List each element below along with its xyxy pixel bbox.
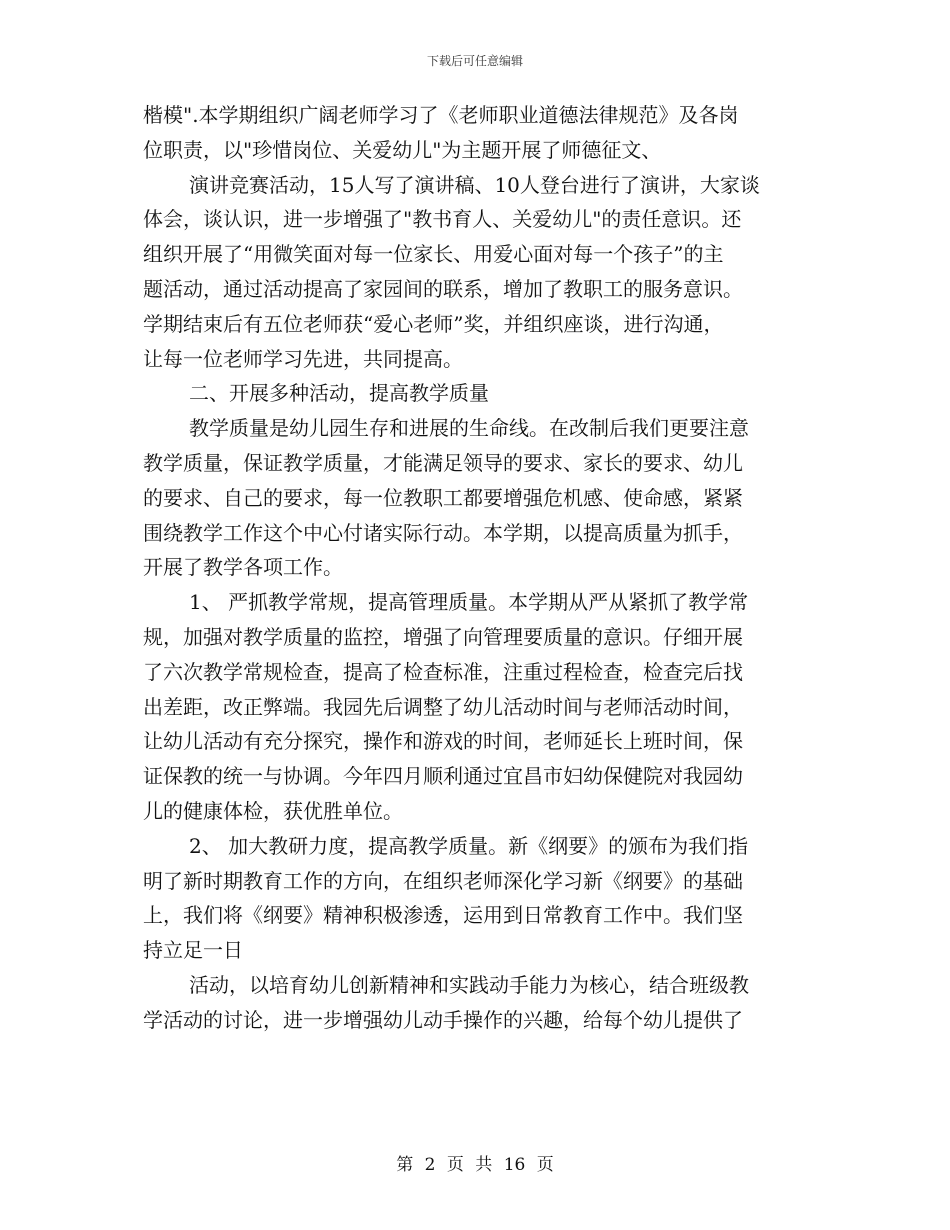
text-line: 规，加强对教学质量的监控，增强了向管理要质量的意识。仔细开展: [143, 624, 743, 649]
text-line: 出差距，改正弊端。我园先后调整了幼儿活动时间与老师活动时间，: [143, 694, 743, 719]
text-line: 围绕教学工作这个中心付诸实际行动。本学期，以提高质量为抓手，: [143, 520, 743, 545]
text-line: 活动，以培育幼儿创新精神和实践动手能力为核心，结合班级教: [189, 972, 749, 997]
text-line: 教学质量，保证教学质量，才能满足领导的要求、家长的要求、幼儿: [143, 450, 743, 475]
text-line: 1、 严抓教学常规，提高管理质量。本学期从严从紧抓了教学常: [189, 590, 749, 615]
page-header: 下载后可任意编辑: [426, 54, 523, 68]
text-line: 学活动的讨论，进一步增强幼儿动手操作的兴趣，给每个幼儿提供了: [143, 1007, 743, 1032]
text-line: 开展了教学各项工作。: [143, 555, 343, 580]
document-body: [143, 98, 807, 1038]
text-line: 教学质量是幼儿园生存和进展的生命线。在改制后我们更要注意: [189, 416, 749, 441]
text-line: 让每一位老师学习先进，共同提高。: [143, 346, 463, 371]
page-footer: 第 2 页 共 16 页: [396, 1155, 554, 1175]
text-line: 体会，谈认识，进一步增强了"教书育人、关爱幼儿"的责任意识。还: [143, 207, 742, 232]
text-line: 楷模".本学期组织广阔老师学习了《老师职业道德法律规范》及各岗: [143, 103, 739, 127]
text-line: 上，我们将《纲要》精神积极渗透，运用到日常教育工作中。我们坚: [143, 903, 743, 928]
section-heading: 二、开展多种活动，提高教学质量: [189, 381, 489, 406]
text-line: 学期结束后有五位老师获“爱心老师”奖，并组织座谈，进行沟通，: [143, 311, 724, 336]
text-line: 的要求、自己的要求，每一位教职工都要增强危机感、使命感，紧紧: [143, 485, 743, 510]
text-line: 持立足一日: [143, 938, 243, 963]
text-line: 明了新时期教育工作的方向，在组织老师深化学习新《纲要》的基础: [143, 868, 743, 893]
text-line: 演讲竞赛活动，15人写了演讲稿、10人登台进行了演讲，大家谈: [189, 172, 760, 197]
text-line: 让幼儿活动有充分探究，操作和游戏的时间，老师延长上班时间，保: [143, 729, 743, 754]
text-line: 证保教的统一与协调。今年四月顺利通过宜昌市妇幼保健院对我园幼: [143, 764, 743, 789]
text-line: 组织开展了“用微笑面对每一位家长、用爱心面对每一个孩子”的主: [143, 242, 724, 267]
text-line: 了六次教学常规检查，提高了检查标准，注重过程检查，检查完后找: [143, 659, 743, 684]
text-line: 儿的健康体检，获优胜单位。: [143, 798, 403, 823]
text-line: 位职责，以"珍惜岗位、关爱幼儿"为主题开展了师德征文、: [143, 137, 662, 162]
text-line: 2、 加大教研力度，提高教学质量。新《纲要》的颁布为我们指: [189, 833, 749, 858]
text-line: 题活动，通过活动提高了家园间的联系，增加了教职工的服务意识。: [143, 276, 743, 301]
